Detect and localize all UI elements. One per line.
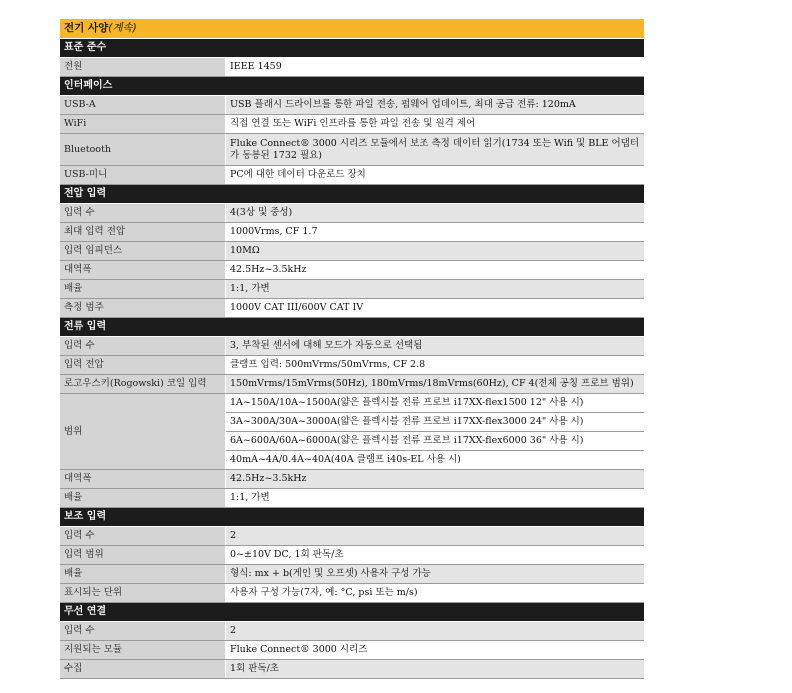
table-row (60, 622, 644, 641)
row-value: 3A~300A/30A~3000A(얇은 플렉시블 전류 프로브 i17XX-flex3000 24" 사용 시) (226, 413, 644, 432)
table-row (60, 660, 644, 679)
table-title-text: 전기 사양 (64, 22, 109, 34)
row-value: 42.5Hz~3.5kHz (226, 261, 644, 279)
row-value: 2 (226, 622, 644, 640)
table-row (60, 261, 644, 280)
section-heading: 보조 입력 (60, 508, 644, 527)
row-label: 표시되는 단위 (60, 584, 226, 602)
row-value: IEEE 1459 (226, 58, 644, 76)
row-label: 배율 (60, 489, 226, 507)
table-row (60, 470, 644, 489)
table-row (60, 489, 644, 508)
row-label: 입력 수 (60, 622, 226, 640)
row-label: 배율 (60, 565, 226, 583)
row-value: 2 (226, 527, 644, 545)
row-value: 3, 부착된 센서에 대해 모드가 자동으로 선택됨 (226, 337, 644, 355)
row-value: 형식: mx + b(게인 및 오프셋) 사용자 구성 가능 (226, 565, 644, 583)
row-value: 클램프 입력: 500mVrms/50mVrms, CF 2.8 (226, 356, 644, 374)
row-value: 직접 연결 또는 WiFi 인프라를 통한 파일 전송 및 원격 제어 (226, 115, 644, 133)
row-value: Fluke Connect® 3000 시리즈 모듈에서 보조 측정 데이터 읽기(1734 또는 Wifi 및 BLE 어댑터가 동봉된 1732 필요) (226, 134, 644, 165)
table-body (60, 39, 644, 679)
row-value: 1000V CAT III/600V CAT IV (226, 299, 644, 317)
row-value: USB 플래시 드라이브를 통한 파일 전송, 펌웨어 업데이트, 최대 공급 전류: 120mA (226, 96, 644, 114)
table-row (60, 299, 644, 318)
table-row (60, 356, 644, 375)
table-row (60, 375, 644, 394)
table-row (60, 394, 644, 470)
table-row (60, 166, 644, 185)
section-heading: 전류 입력 (60, 318, 644, 337)
table-row (60, 546, 644, 565)
row-label: 대역폭 (60, 470, 226, 488)
row-label: 입력 수 (60, 527, 226, 545)
table-row (60, 223, 644, 242)
row-value: 1:1, 가변 (226, 489, 644, 507)
row-label: USB-A (60, 96, 226, 114)
row-value: 150mVrms/15mVrms(50Hz), 180mVrms/18mVrms(60Hz), CF 4(전체 공칭 프로브 범위) (226, 375, 644, 393)
row-value: 1회 판독/초 (226, 660, 644, 678)
row-value: PC에 대한 데이터 다운로드 장치 (226, 166, 644, 184)
row-label: USB-미니 (60, 166, 226, 184)
row-label: 로고우스키(Rogowski) 코일 입력 (60, 375, 226, 393)
table-row (60, 527, 644, 546)
row-label: 입력 수 (60, 337, 226, 355)
row-value: 10MΩ (226, 242, 644, 260)
row-value: 6A~600A/60A~6000A(얇은 플렉시블 전류 프로브 i17XX-flex6000 36" 사용 시) (226, 432, 644, 451)
row-value: Fluke Connect® 3000 시리즈 (226, 641, 644, 659)
row-label: Bluetooth (60, 134, 226, 165)
table-row (60, 242, 644, 261)
row-label: 입력 범위 (60, 546, 226, 564)
table-row (60, 115, 644, 134)
row-label: 범위 (60, 394, 226, 469)
row-value: 1:1, 가변 (226, 280, 644, 298)
table-row (60, 134, 644, 166)
row-value: 4(3상 및 중성) (226, 204, 644, 222)
row-label: 최대 입력 전압 (60, 223, 226, 241)
row-value: 0~±10V DC, 1회 판독/초 (226, 546, 644, 564)
row-label: WiFi (60, 115, 226, 133)
row-value: 40mA~4A/0.4A~40A(40A 클램프 i40s-EL 사용 시) (226, 451, 644, 469)
row-label: 대역폭 (60, 261, 226, 279)
table-row (60, 280, 644, 299)
section-heading: 무선 연결 (60, 603, 644, 622)
table-row (60, 204, 644, 223)
row-value: 1A~150A/10A~1500A(얇은 플렉시블 전류 프로브 i17XX-flex1500 12" 사용 시) (226, 394, 644, 413)
row-label: 수집 (60, 660, 226, 678)
row-label: 배율 (60, 280, 226, 298)
table-title-note: (계속) (108, 22, 137, 34)
table-row (60, 641, 644, 660)
row-label: 측정 범주 (60, 299, 226, 317)
row-value: 1000Vrms, CF 1.7 (226, 223, 644, 241)
spec-table (60, 19, 644, 679)
table-row (60, 337, 644, 356)
row-label: 지원되는 모듈 (60, 641, 226, 659)
table-title (60, 19, 644, 39)
section-heading: 전압 입력 (60, 185, 644, 204)
table-row (60, 96, 644, 115)
row-label: 입력 수 (60, 204, 226, 222)
table-row (60, 565, 644, 584)
section-heading: 표준 준수 (60, 39, 644, 58)
table-row (60, 584, 644, 603)
row-value: 42.5Hz~3.5kHz (226, 470, 644, 488)
row-value: 사용자 구성 가능(7자, 예: °C, psi 또는 m/s) (226, 584, 644, 602)
table-row (60, 58, 644, 77)
row-label: 입력 전압 (60, 356, 226, 374)
row-label: 전원 (60, 58, 226, 76)
row-label: 입력 임피던스 (60, 242, 226, 260)
section-heading: 인터페이스 (60, 77, 644, 96)
